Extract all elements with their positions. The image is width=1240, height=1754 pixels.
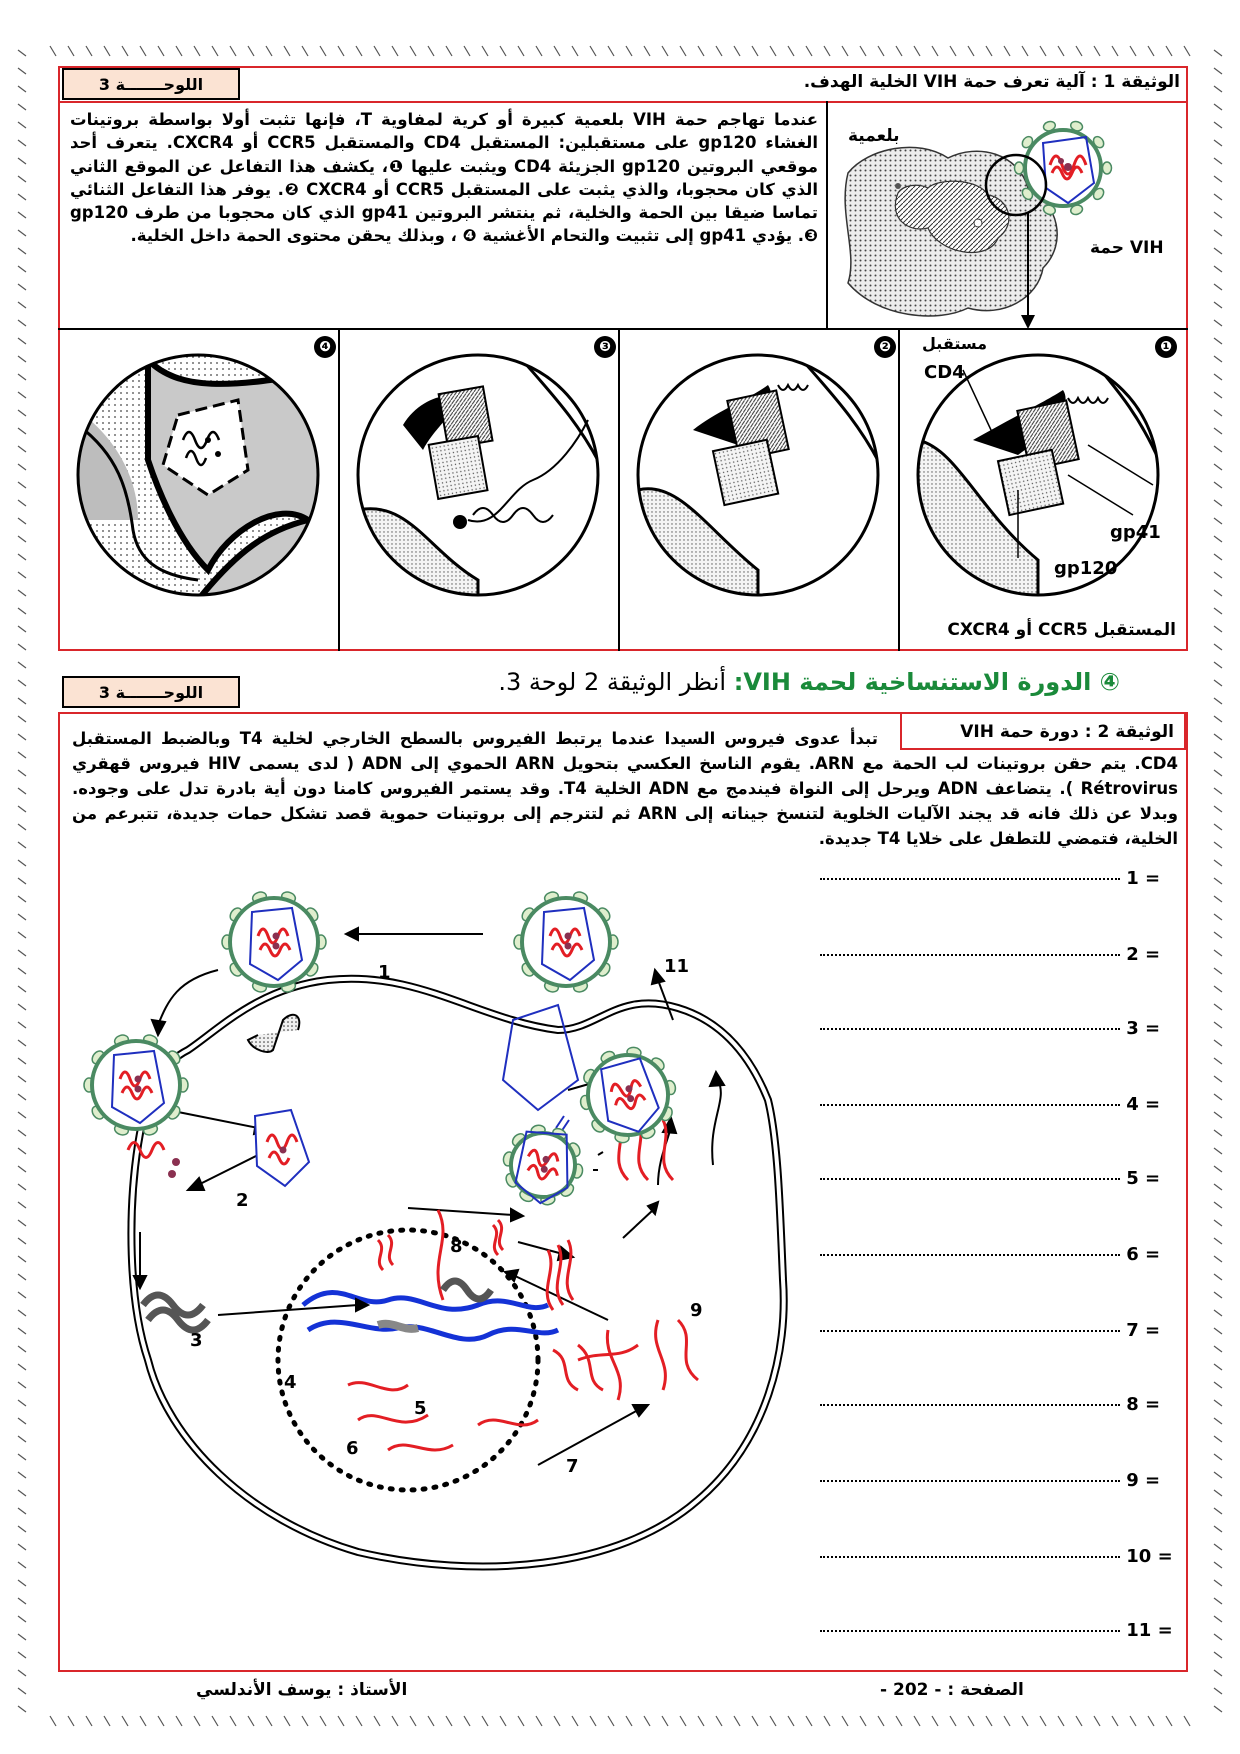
answer-line-10[interactable] (820, 1546, 1173, 1567)
doc2-board-tag: اللوحـــــــة 3 (62, 676, 240, 708)
answer-label: 3 = (1120, 1018, 1161, 1039)
fusion-steps-illustration (58, 330, 1188, 651)
step-number-4: ❹ (314, 336, 336, 358)
cycle-number-6: 6 (346, 1438, 359, 1459)
virus-entering (84, 1033, 188, 1136)
answer-line-2[interactable] (820, 944, 1160, 965)
step-number-3: ❸ (594, 336, 616, 358)
cycle-number-5: 5 (414, 1398, 427, 1419)
footer-page-number: الصفحة : - 202 - (880, 1680, 1024, 1700)
cycle-number-3: 3 (190, 1330, 203, 1351)
section-heading (250, 668, 1120, 696)
virus-free-right (514, 890, 618, 993)
answer-label: 7 = (1120, 1320, 1161, 1341)
answer-line-4[interactable] (820, 1094, 1160, 1115)
answer-label: 1 = (1120, 868, 1161, 889)
cycle-number-8: 8 (450, 1236, 463, 1257)
doc2-paragraph: تبدأ عدوى فيروس السيدا عندما يرتبط الفيروس بالسطح الخارجي لخلية T4 وبالضبط المستقبل CD4. يتم حقن بروتينات لب الحمة مع ARN. يقوم الناسخ العكسي بتحويل ARN الحموي إلى ADN ( لدى يسمى HIV فيروس قهقري Rétrovirus ). يتضاعف ADN ويرحل إلى النواة فيندمج مع ADN الخلية T4. وقد يستمر الفيروس كامنا دون أية بادرة تدل على وجوده. وبدلا عن ذلك فانه قد يجند الآليات الخلوية لتنسخ جيناته إلى ARN ثم لتترجم إلى بروتينات حموية قصد تشكل حمات جديدة، تتبرعم من الخلية، فتمضي للتطفل على خلايا T4 جديدة. (72, 729, 1178, 848)
virus-budding-upper (572, 1040, 683, 1151)
answer-blank[interactable] (820, 954, 1120, 956)
answer-label: 2 = (1120, 944, 1161, 965)
answer-line-5[interactable] (820, 1168, 1160, 1189)
answer-blank[interactable] (820, 1630, 1120, 1632)
step-number-2: ❷ (874, 336, 896, 358)
label-ccr5-cxcr4: المستقبل CCR5 أو CXCR4 (947, 620, 1176, 640)
label-phagocyte: بلعمية (848, 126, 900, 146)
answer-blank[interactable] (820, 1178, 1120, 1180)
answer-label: 11 = (1120, 1620, 1173, 1641)
answer-line-1[interactable] (820, 868, 1160, 889)
answer-label: 5 = (1120, 1168, 1161, 1189)
answer-line-8[interactable] (820, 1394, 1160, 1415)
answer-blank[interactable] (820, 1480, 1120, 1482)
answer-line-7[interactable] (820, 1320, 1160, 1341)
answer-label: 10 = (1120, 1546, 1173, 1567)
label-virus: حمة VIH (1090, 238, 1164, 258)
cycle-number-1: 1 (378, 962, 391, 983)
cycle-number-2: 2 (236, 1190, 249, 1211)
virus-assembling (497, 1118, 590, 1211)
cycle-number-11: 11 (664, 956, 690, 977)
label-gp41: gp41 (1110, 522, 1161, 543)
answer-blank[interactable] (820, 1254, 1120, 1256)
doc2-title: الوثيقة 2 : دورة حمة VIH (900, 712, 1186, 750)
answer-blank[interactable] (820, 1104, 1120, 1106)
answer-blank[interactable] (820, 1028, 1120, 1030)
doc1-title: الوثيقة 1 : آلية تعرف حمة VIH الخلية الهدف. (803, 72, 1180, 92)
answer-blank[interactable] (820, 1404, 1120, 1406)
answer-label: 4 = (1120, 1094, 1161, 1115)
label-receptor-cd4-line2: CD4 (924, 362, 965, 383)
virus-particles (58, 880, 818, 1620)
answer-line-6[interactable] (820, 1244, 1160, 1265)
answer-line-9[interactable] (820, 1470, 1160, 1491)
answer-blank[interactable] (820, 1556, 1120, 1558)
answer-label: 6 = (1120, 1244, 1161, 1265)
answer-line-3[interactable] (820, 1018, 1160, 1039)
answer-blank[interactable] (820, 1330, 1120, 1332)
doc1-paragraph: عندما تهاجم حمة VIH بلعمية كبيرة أو كرية لمفاوية T، فإنها تثبت أولا بواسطة بروتينات الغشاء gp120 على مستقبلين: المستقبل CD4 والمستقبل CCR5 أو CXCR4. يتعرف أحد موقعي البروتين gp120 الجزيئة CD4 ويثبت عليها ❶، يكشف هذا التفاعل عن الموقع الثاني الذي كان محجوبا، والذي يثبت على المستقبل CCR5 أو CXCR4 ❷. يوفر هذا التفاعل الثنائي تماسا ضيقا بين الحمة والخلية، ثم ينتشر البروتين gp41 الذي كان محجوبا من طرف gp120 ❸. يؤدي gp41 إلى تثبيت والتحام الأغشية ❹ ، وبذلك يحقن محتوى الحمة داخل الخلية. (70, 110, 818, 246)
answer-label: 9 = (1120, 1470, 1161, 1491)
cycle-number-7: 7 (566, 1456, 579, 1477)
doc1-board-tag: اللوحـــــــة 3 (62, 68, 240, 100)
answer-line-11[interactable] (820, 1620, 1173, 1641)
cycle-number-4: 4 (284, 1372, 297, 1393)
answer-blank[interactable] (820, 878, 1120, 880)
capsid-released (255, 1110, 309, 1186)
section-heading-suffix: أنظر الوثيقة 2 لوحة 3. (498, 668, 734, 696)
label-receptor-cd4-line1: مستقبل (922, 334, 988, 353)
label-gp120: gp120 (1054, 558, 1118, 579)
step-number-1: ❶ (1155, 336, 1177, 358)
footer-author: الأستاذ : يوسف الأندلسي (196, 1680, 408, 1700)
virus-free-left (222, 890, 326, 993)
section-heading-prefix: ④ الدورة الاستنساخية لحمة VIH: (733, 668, 1120, 696)
answer-label: 8 = (1120, 1394, 1161, 1415)
cycle-number-9: 9 (690, 1300, 703, 1321)
